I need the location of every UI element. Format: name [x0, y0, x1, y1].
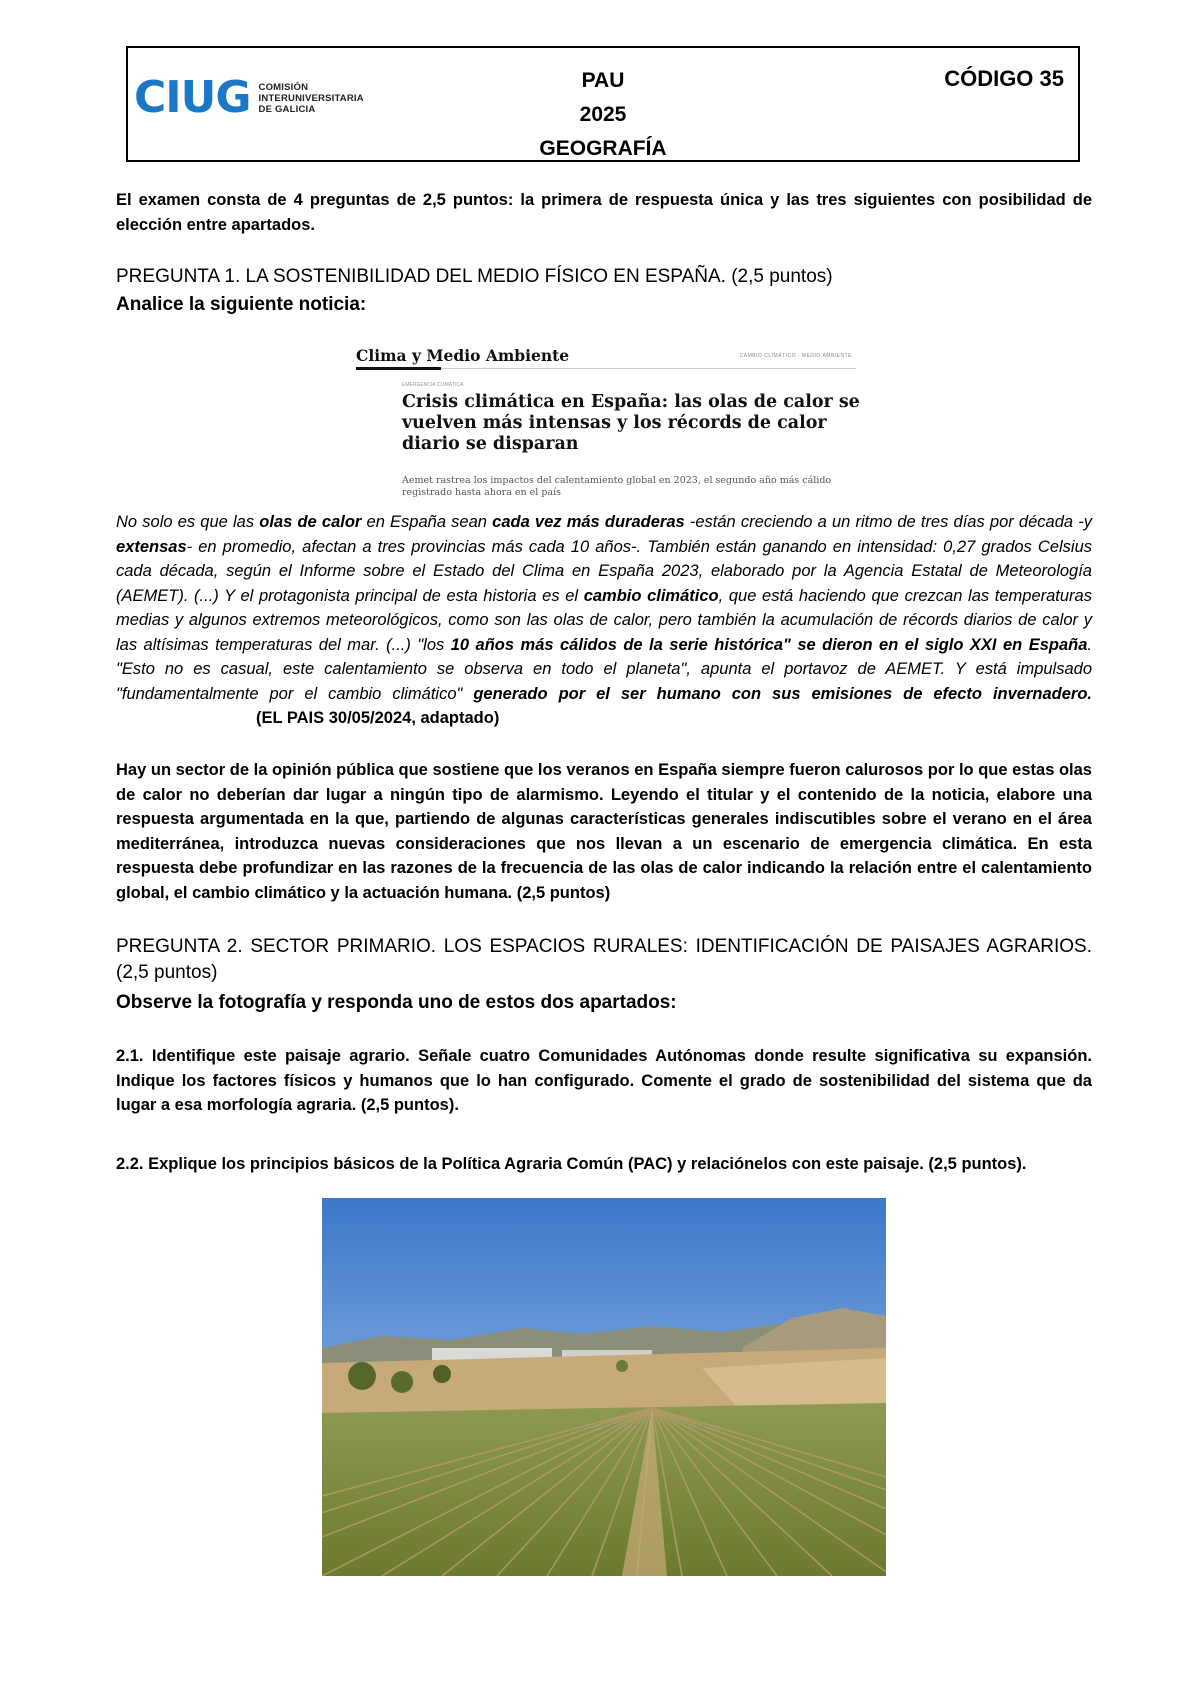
exam-year: 2025	[579, 103, 627, 126]
quote-part: - en promedio, afectan a tres provincias más cada 10 años-. También están ganando en intensidad: 0,27 grados Celsius cada década, según el Informe sobre el Estado del Clima en España 2023, elaborado por la Agencia Estatal de Meteorología (AEMET). (...) Y el protagonista principal de esta historia es el	[116, 537, 1092, 605]
clip-divider-accent	[356, 367, 441, 370]
quote-part: , que está haciendo que crezcan las temperaturas medias y algunos extremos meteorológicos, como son las olas de calor, pero también la acumulación de récords diarios de calor y las altísimas temperaturas del mar. (...) "los	[116, 586, 1092, 654]
quote-part: No solo es que las	[116, 513, 260, 531]
question-1-title	[116, 264, 1092, 290]
logo-line-3: DE GALICIA	[258, 103, 316, 115]
question-1-task: Hay un sector de la opinión pública que sostiene que los veranos en España siempre fueron calurosos por lo que estas olas de calor no deberían dar lugar a ningún tipo de alarmismo. Leyendo el titular y el contenido de la noticia, elabore una respuesta argumentada en la que, partiendo de algunas características generales indiscutibles sobre el verano en el área mediterránea, introduzca nuevas consideraciones que nos llevan a un escenario de emergencia climática. En esta respuesta debe profundizar en las razones de la frecuencia de las olas de calor indicando la relación entre el calentamiento global, el cambio climático y la actuación humana. (2,5 puntos)	[116, 761, 1092, 902]
logo-mark-text: CIUG	[134, 72, 251, 123]
quote-bold: extensas	[116, 537, 187, 556]
quote-part: . "Esto no es casual, este calentamiento se observa en todo el planeta", apunta el portavoz de AEMET. Y está impulsado "fundamentalmente por el cambio climático"	[116, 635, 1092, 703]
option-1-text: Identifique este paisaje agrario. Señale cuatro Comunidades Autónomas donde resulte significativa su expansión. Indique los factores físicos y humanos que lo han configurado. Comente el grado de sostenibilidad del sistema que da lugar a esa morfología agraria. (2,5 puntos).	[116, 1047, 1092, 1114]
question-2-instruction: Observe la fotografía y responda uno de estos dos apartados:	[116, 992, 677, 1013]
news-quote	[116, 510, 1092, 731]
question-1-instruction: Analice la siguiente noticia:	[116, 294, 367, 315]
logo-line-1: COMISIÓN	[258, 81, 309, 93]
quote-bold: olas de calor	[259, 513, 362, 531]
option-2-text: Explique los principios básicos de la Política Agraria Común (PAC) y relaciónelos con este paisaje. (2,5 puntos).	[143, 1155, 1027, 1173]
question-2-title: PREGUNTA 2. SECTOR PRIMARIO. LOS ESPACIOS RURALES: IDENTIFICACIÓN DE PAISAJES AGRARIOS. (2,5 puntos)	[116, 936, 1092, 983]
exam-intro: El examen consta de 4 preguntas de 2,5 puntos: la primera de respuesta única y las tres siguientes con posibilidad de elección entre apartados.	[116, 191, 1092, 234]
clip-headline: Crisis climática en España: las olas de calor se vuelven más intensas y los récords de calor diario se disparan	[402, 392, 860, 454]
landscape-illustration	[322, 1198, 886, 1576]
option-2-number: 2.2.	[116, 1155, 144, 1173]
quote-bold: cada vez más duraderas	[492, 513, 685, 531]
exam-name: PAU	[581, 69, 625, 92]
option-1-number: 2.1.	[116, 1047, 144, 1065]
clip-subheadline: Aemet rastrea los impactos del calentamiento global en 2023, el segundo año más cálido registrado hasta ahora en el país	[402, 475, 832, 498]
logo-line-2: INTERUNIVERSITARIA	[258, 92, 364, 104]
question-1-title-text: PREGUNTA 1. LA SOSTENIBILIDAD DEL MEDIO FÍSICO EN ESPAÑA. (2,5 puntos)	[116, 266, 833, 287]
quote-part: -están creciendo a un ritmo de tres días por década -y	[684, 513, 1092, 531]
exam-title-block	[128, 64, 1078, 166]
exam-header	[126, 46, 1080, 162]
clip-section: Clima y Medio Ambiente	[356, 346, 570, 365]
question-2-option-1	[116, 1044, 1092, 1118]
quote-bold: generado por el ser humano con sus emisiones de efecto invernadero.	[473, 684, 1092, 703]
quote-part: en España sean	[361, 513, 493, 531]
quote-source: (EL PAIS 30/05/2024, adaptado)	[256, 709, 500, 727]
quote-bold: cambio climático	[583, 586, 719, 605]
exam-subject: GEOGRAFÍA	[539, 137, 667, 160]
clip-kicker: EMERGENCIA CLIMÁTICA	[402, 382, 464, 388]
exam-code: CÓDIGO 35	[944, 66, 1064, 91]
question-2-option-2	[116, 1152, 1092, 1177]
newspaper-clipping	[356, 344, 860, 504]
clip-menu: CAMBIO CLIMÁTICO · MEDIO AMBIENTE	[739, 353, 852, 359]
quote-bold: 10 años más cálidos de la serie histórica" se dieron en el siglo XXI en España	[450, 635, 1088, 654]
agrarian-landscape-photo	[322, 1198, 886, 1576]
